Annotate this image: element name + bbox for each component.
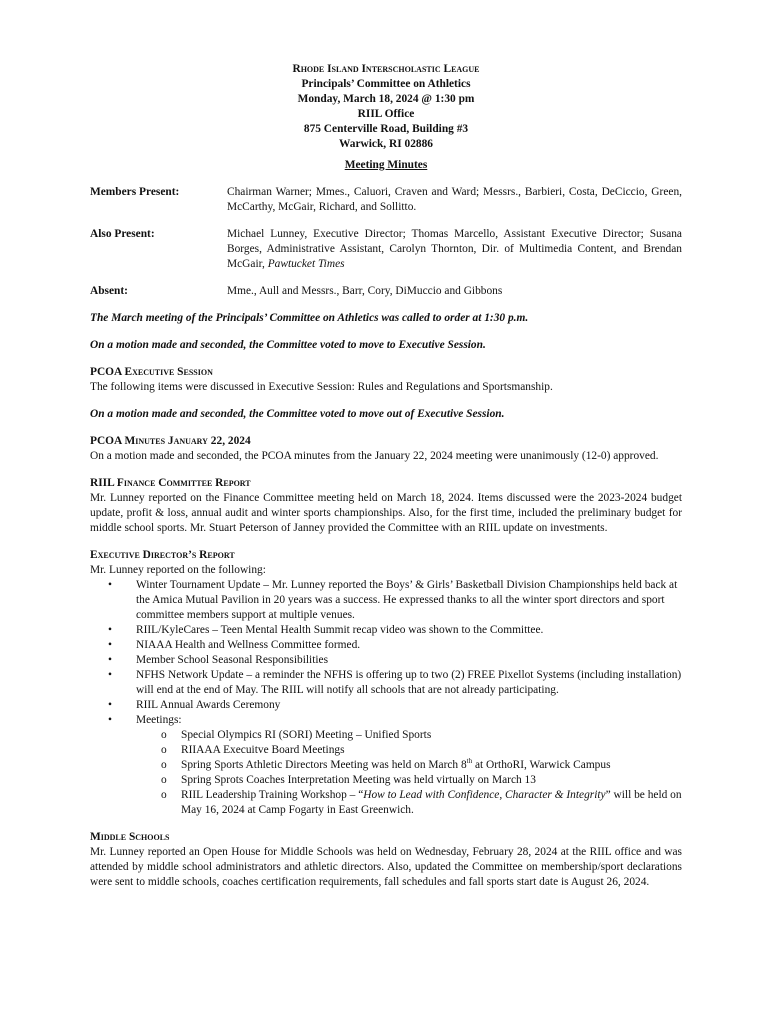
absent-label: Absent: bbox=[90, 285, 128, 297]
list-item-meetings bbox=[136, 713, 682, 818]
document-page bbox=[90, 62, 682, 902]
list-item: • RIIL/KyleCares – Teen Mental Health Summit recap video was shown to the Committee. bbox=[136, 623, 682, 638]
sub-item-text: at OrthoRI, Warwick Campus bbox=[472, 759, 611, 771]
sub-item-text: ” will be held on May 16, 2024 at Camp Fogarty in East Greenwich. bbox=[181, 789, 682, 816]
middle-schools-heading: Middle Schools bbox=[90, 831, 170, 843]
director-section bbox=[90, 548, 682, 818]
executive-session-text: The following items were discussed in Executive Session: Rules and Regulations and Sportsmanship. bbox=[90, 381, 553, 393]
ordinal-suffix: th bbox=[466, 757, 473, 766]
meetings-sub-list bbox=[136, 728, 682, 818]
sub-item-text: RIIL Leadership Training Workshop – “ bbox=[181, 789, 364, 801]
meetings-label: Meetings: bbox=[136, 714, 182, 726]
absent-row bbox=[90, 284, 682, 299]
call-to-order: The March meeting of the Principals’ Committee on Athletics was called to order at 1:30 p.m. bbox=[90, 312, 529, 324]
org-name: Rhode Island Interscholastic League bbox=[292, 63, 480, 75]
sub-list-item: o Special Olympics RI (SORI) Meeting – Unified Sports bbox=[181, 728, 682, 743]
list-item: • RIIL Annual Awards Ceremony bbox=[136, 698, 682, 713]
sub-item-text: Spring Sports Athletic Directors Meeting was held on March 8 bbox=[181, 759, 467, 771]
meeting-city: Warwick, RI 02886 bbox=[339, 138, 433, 150]
sub-list-item: o RIIAAA Execuitve Board Meetings bbox=[181, 743, 682, 758]
list-item: • NFHS Network Update – a reminder the NFHS is offering up to two (2) FREE Pixellot Systems (including installation) will end at the end of May. The RIIL will notify all schools that are not already participating. bbox=[136, 668, 682, 698]
also-present-row bbox=[90, 227, 682, 272]
workshop-title: How to Lead with Confidence, Character & Integrity bbox=[363, 789, 606, 801]
sub-list-item: o Spring Sprots Coaches Interpretation Meeting was held virtually on March 13 bbox=[181, 773, 682, 788]
document-header bbox=[90, 62, 682, 152]
minutes-text: On a motion made and seconded, the PCOA minutes from the January 22, 2024 meeting were unanimously (12-0) approved. bbox=[90, 450, 659, 462]
director-intro: Mr. Lunney reported on the following: bbox=[90, 564, 266, 576]
meeting-datetime: Monday, March 18, 2024 @ 1:30 pm bbox=[297, 93, 475, 105]
also-present-publication: Pawtucket Times bbox=[267, 258, 345, 270]
finance-heading: RIIL Finance Committee Report bbox=[90, 477, 251, 489]
sub-list-item bbox=[181, 788, 682, 818]
finance-section bbox=[90, 476, 682, 536]
motion-executive-out: On a motion made and seconded, the Committee voted to move out of Executive Session. bbox=[90, 408, 505, 420]
meeting-address: 875 Centerville Road, Building #3 bbox=[303, 123, 469, 135]
minutes-title: Meeting Minutes bbox=[344, 159, 428, 171]
minutes-heading: PCOA Minutes January 22, 2024 bbox=[90, 435, 251, 447]
meeting-location: RIIL Office bbox=[357, 108, 415, 120]
sub-list-item bbox=[181, 758, 682, 773]
members-present-label: Members Present: bbox=[90, 186, 180, 198]
middle-schools-section bbox=[90, 830, 682, 890]
motion-executive-in: On a motion made and seconded, the Committee voted to move to Executive Session. bbox=[90, 339, 486, 351]
finance-text: Mr. Lunney reported on the Finance Committee meeting held on March 18, 2024. Items discussed were the 2023-2024 budget update, profit & loss, annual audit and winter sports championships. Also, for the first time, included the preliminary budget for middle school sports. Mr. Stuart Peterson of Janney provided the Committee with an RIIL update on investments. bbox=[90, 492, 682, 534]
absent-text: Mme., Aull and Messrs., Barr, Cory, DiMuccio and Gibbons bbox=[227, 285, 503, 297]
director-heading: Executive Director’s Report bbox=[90, 549, 235, 561]
members-present-row bbox=[90, 185, 682, 215]
executive-session-heading: PCOA Executive Session bbox=[90, 366, 213, 378]
list-item: • Winter Tournament Update – Mr. Lunney reported the Boys’ & Girls’ Basketball Division Championships held back at the Amica Mutual Pavilion in 20 years was a success. He expressed thanks to all the winter sport directors and sport committee members support at multiple venues. bbox=[136, 578, 682, 623]
also-present-text: Michael Lunney, Executive Director; Thomas Marcello, Assistant Executive Director; Susana Borges, Administrative Assistant, Carolyn Thornton, Dir. of Multimedia Content, and Brendan McGair, bbox=[227, 228, 682, 270]
members-present-text: Chairman Warner; Mmes., Caluori, Craven and Ward; Messrs., Barbieri, Costa, DeCiccio, Green, McCarthy, McGair, Richard, and Sollitto. bbox=[227, 186, 682, 213]
minutes-section bbox=[90, 434, 682, 464]
middle-schools-text: Mr. Lunney reported an Open House for Middle Schools was held on Wednesday, February 28, 2024 at the RIIL office and was attended by middle school administrators and athletic directors. Also, updated the Committee on membership/sport declarations were sent to middle schools, coaches certification requirements, fall schedules and fall sports start date is August 26, 2024. bbox=[90, 846, 682, 888]
also-present-label: Also Present: bbox=[90, 228, 155, 240]
executive-session-section bbox=[90, 365, 682, 395]
list-item: • NIAAA Health and Wellness Committee formed. bbox=[136, 638, 682, 653]
director-bullet-list bbox=[90, 578, 682, 818]
also-present-value bbox=[227, 227, 682, 272]
committee-name: Principals’ Committee on Athletics bbox=[301, 78, 471, 90]
list-item: • Member School Seasonal Responsibilities bbox=[136, 653, 682, 668]
